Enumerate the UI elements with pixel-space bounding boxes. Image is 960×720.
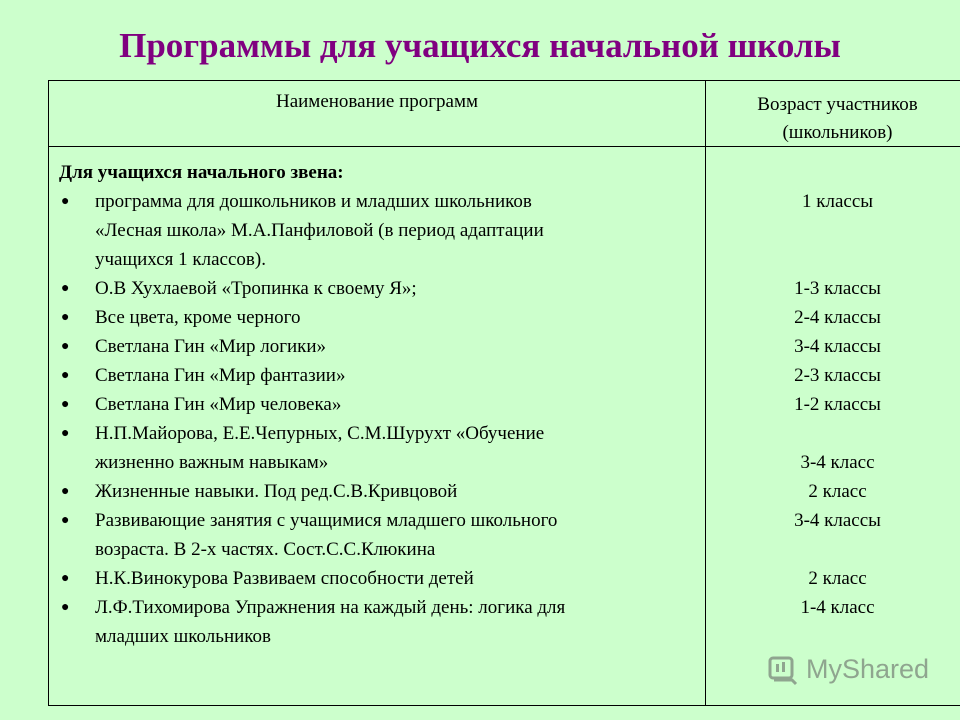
program-item-line: Светлана Гин «Мир фантазии» bbox=[95, 365, 346, 386]
program-item bbox=[59, 564, 699, 593]
program-item-line: Н.П.Майорова, Е.Е.Чепурных, С.М.Шурухт «Обучение bbox=[95, 423, 545, 444]
header-age-line2: (школьников) bbox=[782, 122, 893, 143]
program-item-line: возраста. В 2-х частях. Сост.С.С.Клюкина bbox=[95, 539, 436, 560]
program-item bbox=[59, 332, 699, 361]
bullet-icon: ● bbox=[61, 281, 70, 296]
program-item-line: О.В Хухлаевой «Тропинка к своему Я»; bbox=[95, 278, 417, 299]
programs-table bbox=[48, 80, 960, 706]
program-item bbox=[59, 274, 699, 303]
bullet-icon: ● bbox=[61, 368, 70, 383]
program-item-line: Н.К.Винокурова Развиваем способности детей bbox=[95, 568, 474, 589]
bullet-icon: ● bbox=[61, 600, 70, 615]
page-title: Программы для учащихся начальной школы bbox=[119, 26, 841, 65]
myshared-watermark bbox=[766, 652, 929, 686]
age-cell bbox=[706, 216, 960, 245]
program-item bbox=[59, 390, 699, 419]
age-cell: 1-4 класс bbox=[800, 597, 875, 618]
program-item-line: Развивающие занятия с учащимися младшего школьного bbox=[95, 510, 558, 531]
age-cell: 1 классы bbox=[801, 191, 874, 212]
age-cell: 1-3 классы bbox=[794, 278, 881, 299]
program-list bbox=[59, 158, 699, 651]
bullet-icon: ● bbox=[61, 571, 70, 586]
program-item-line: «Лесная школа» М.А.Панфиловой (в период адаптации bbox=[95, 220, 544, 241]
bullet-icon: ● bbox=[61, 339, 70, 354]
program-item-line: Л.Ф.Тихомирова Упражнения на каждый день: логика для bbox=[95, 597, 566, 618]
bullet-icon: ● bbox=[61, 484, 70, 499]
age-cell: 2 класс bbox=[808, 568, 867, 589]
age-cell bbox=[706, 245, 960, 274]
age-cell: 2-3 классы bbox=[794, 365, 881, 386]
program-item bbox=[59, 593, 699, 651]
age-cell: 3-4 классы bbox=[794, 510, 881, 531]
age-cell: 2-4 классы bbox=[794, 307, 881, 328]
program-item-line: учащихся 1 классов). bbox=[95, 249, 266, 270]
bullet-icon: ● bbox=[61, 513, 70, 528]
age-cell: 1-2 классы bbox=[794, 394, 881, 415]
bullet-icon: ● bbox=[61, 310, 70, 325]
program-item bbox=[59, 361, 699, 390]
age-cell: 2 класс bbox=[808, 481, 867, 502]
program-item-line: младших школьников bbox=[95, 626, 272, 647]
program-item-line: Все цвета, кроме черного bbox=[95, 307, 301, 328]
program-item bbox=[59, 477, 699, 506]
age-column bbox=[706, 158, 960, 622]
myshared-logo-icon bbox=[766, 652, 800, 686]
bullet-icon: ● bbox=[61, 194, 70, 209]
program-item-line: Светлана Гин «Мир человека» bbox=[95, 394, 342, 415]
bullet-icon: ● bbox=[61, 397, 70, 412]
age-cell: 3-4 классы bbox=[794, 336, 881, 357]
program-item bbox=[59, 187, 699, 274]
program-item bbox=[59, 303, 699, 332]
bullet-icon: ● bbox=[61, 426, 70, 441]
header-age-line1: Возраст участников bbox=[757, 94, 918, 115]
program-item-line: программа для дошкольников и младших школьников bbox=[95, 191, 532, 212]
age-cell bbox=[706, 419, 960, 448]
header-program-name: Наименование программ bbox=[275, 91, 479, 112]
program-item-line: Светлана Гин «Мир логики» bbox=[95, 336, 327, 357]
watermark-text: MyShared bbox=[806, 653, 930, 684]
program-item-line: Жизненные навыки. Под ред.С.В.Кривцовой bbox=[95, 481, 458, 502]
age-cell: 3-4 класс bbox=[800, 452, 875, 473]
age-cell bbox=[706, 158, 960, 187]
program-item bbox=[59, 419, 699, 477]
program-item-line: жизненно важным навыкам» bbox=[95, 452, 329, 473]
program-item bbox=[59, 506, 699, 564]
section-heading: Для учащихся начального звена: bbox=[59, 162, 344, 183]
age-cell bbox=[706, 535, 960, 564]
header-participant-age bbox=[706, 91, 960, 147]
